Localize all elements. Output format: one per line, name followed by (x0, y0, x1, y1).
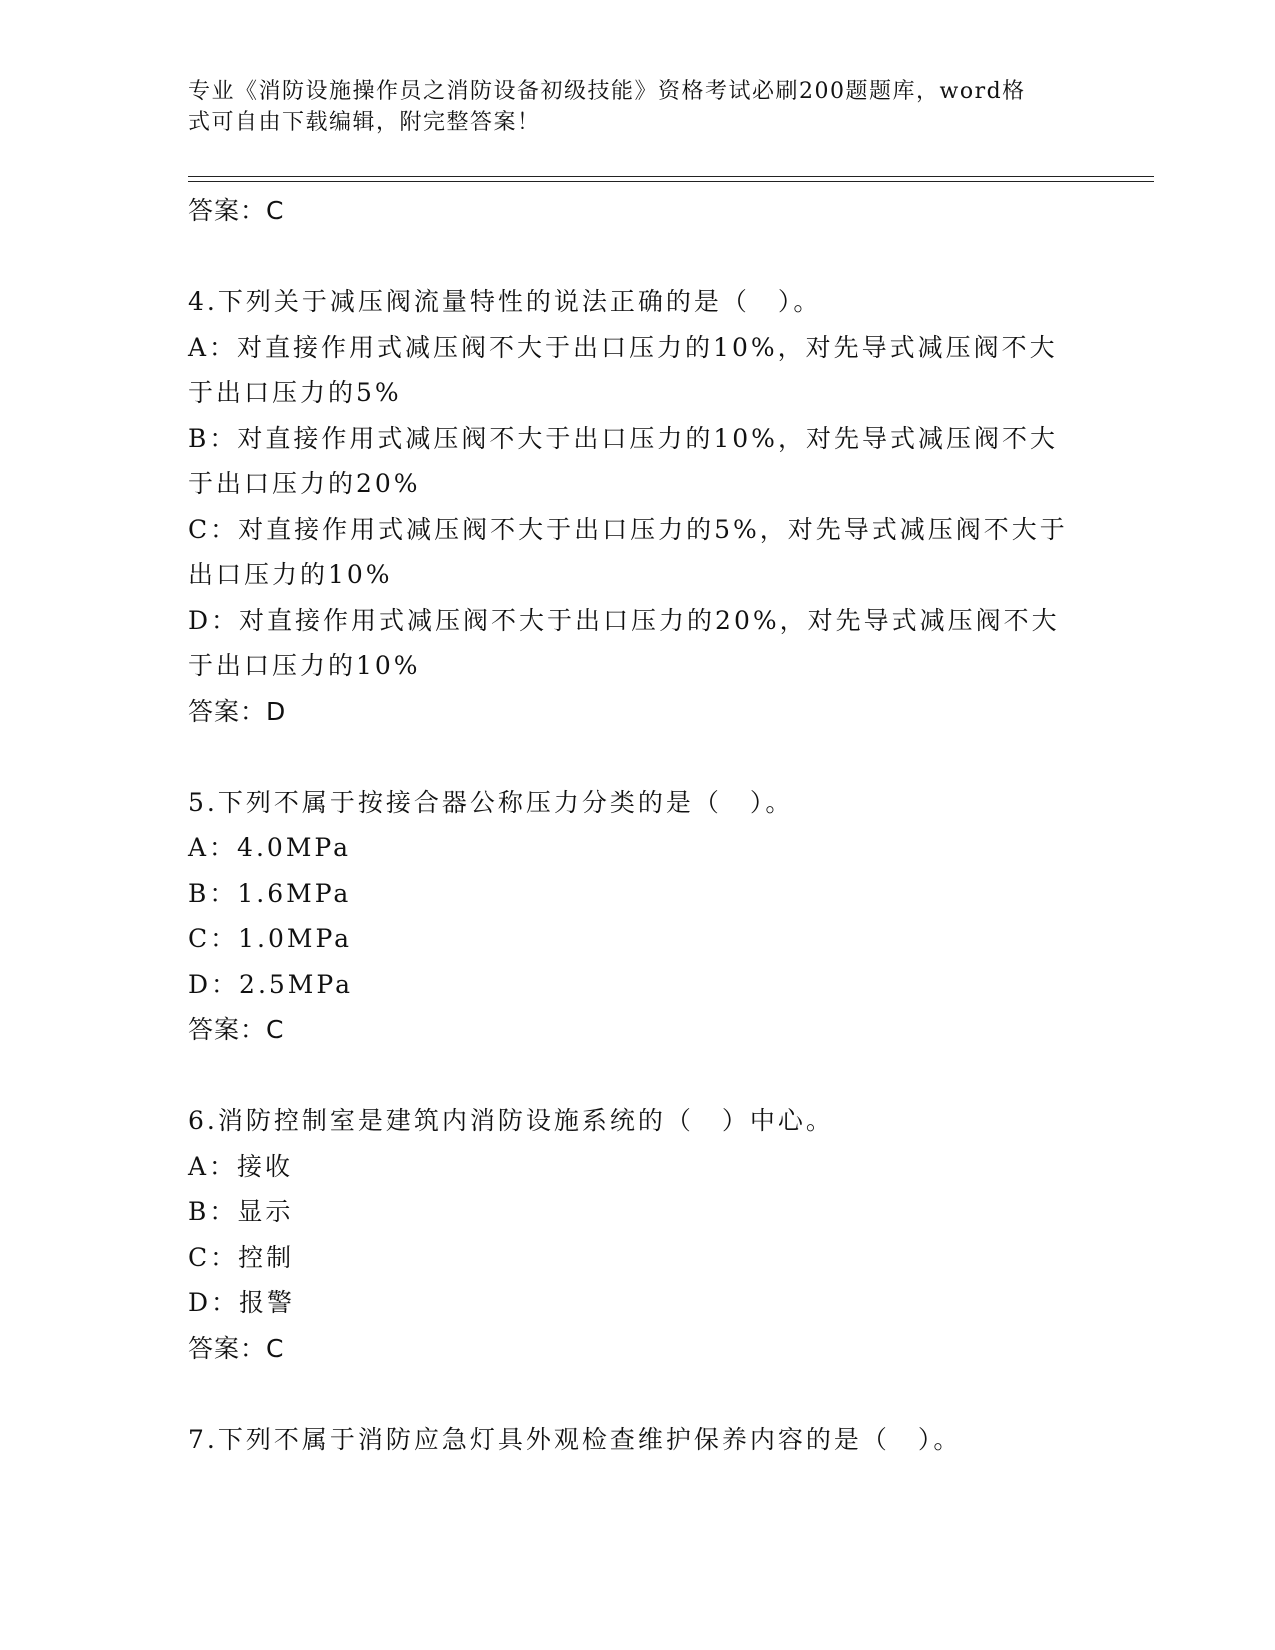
header-rule-bottom (188, 181, 1154, 182)
question-6 (188, 1098, 1088, 1371)
header-line-2: 式可自由下载编辑，附完整答案！ (188, 110, 541, 135)
question-4-stem: 4.下列关于减压阀流量特性的说法正确的是（ ）。 (188, 287, 822, 316)
question-5-option-c: C：1.0MPa (188, 924, 353, 953)
question-list (188, 188, 1088, 1462)
spacer (188, 734, 1088, 780)
question-5 (188, 780, 1088, 1053)
question-6-option-c: C：控制 (188, 1242, 295, 1272)
question-7 (188, 1417, 1088, 1463)
question-4-option-c: C：对直接作用式减压阀不大于出口压力的5%，对先导式减压阀不大于 (188, 514, 1068, 544)
question-4-option-a: A：对直接作用式减压阀不大于出口压力的10%，对先导式减压阀不大 (188, 332, 1058, 362)
question-5-answer: 答案：C (188, 1015, 285, 1044)
question-4-option-a-cont: 于出口压力的5% (188, 378, 402, 407)
document-header (188, 76, 1068, 138)
question-5-option-b: B：1.6MPa (188, 878, 352, 908)
question-6-stem: 6.消防控制室是建筑内消防设施系统的（ ）中心。 (188, 1106, 834, 1135)
question-4-option-c-cont: 出口压力的10% (188, 560, 393, 589)
question-4-answer: 答案：D (188, 696, 287, 726)
header-rule-top (188, 176, 1154, 177)
spacer (188, 1371, 1088, 1417)
spacer (188, 234, 1088, 280)
question-4-option-b-cont: 于出口压力的20% (188, 469, 421, 498)
question-6-option-d: D：报警 (188, 1288, 296, 1317)
question-5-option-d: D：2.5MPa (188, 969, 354, 999)
question-4 (188, 279, 1088, 734)
question-6-option-b: B：显示 (188, 1197, 294, 1226)
question-6-answer: 答案：C (188, 1333, 285, 1363)
spacer (188, 1053, 1088, 1099)
question-5-option-a: A：4.0MPa (188, 833, 352, 862)
previous-answer: 答案：C (188, 196, 285, 225)
question-7-stem: 7.下列不属于消防应急灯具外观检查维护保养内容的是（ ）。 (188, 1424, 962, 1454)
question-5-stem: 5.下列不属于按接合器公称压力分类的是（ ）。 (188, 787, 794, 817)
header-line-1: 专业《消防设施操作员之消防设备初级技能》资格考试必刷200题题库，word格 (188, 79, 1026, 104)
question-4-option-d: D：对直接作用式减压阀不大于出口压力的20%，对先导式减压阀不大 (188, 605, 1060, 635)
question-6-option-a: A：接收 (188, 1151, 294, 1181)
question-4-option-d-cont: 于出口压力的10% (188, 651, 421, 680)
question-4-option-b: B：对直接作用式减压阀不大于出口压力的10%，对先导式减压阀不大 (188, 423, 1058, 453)
